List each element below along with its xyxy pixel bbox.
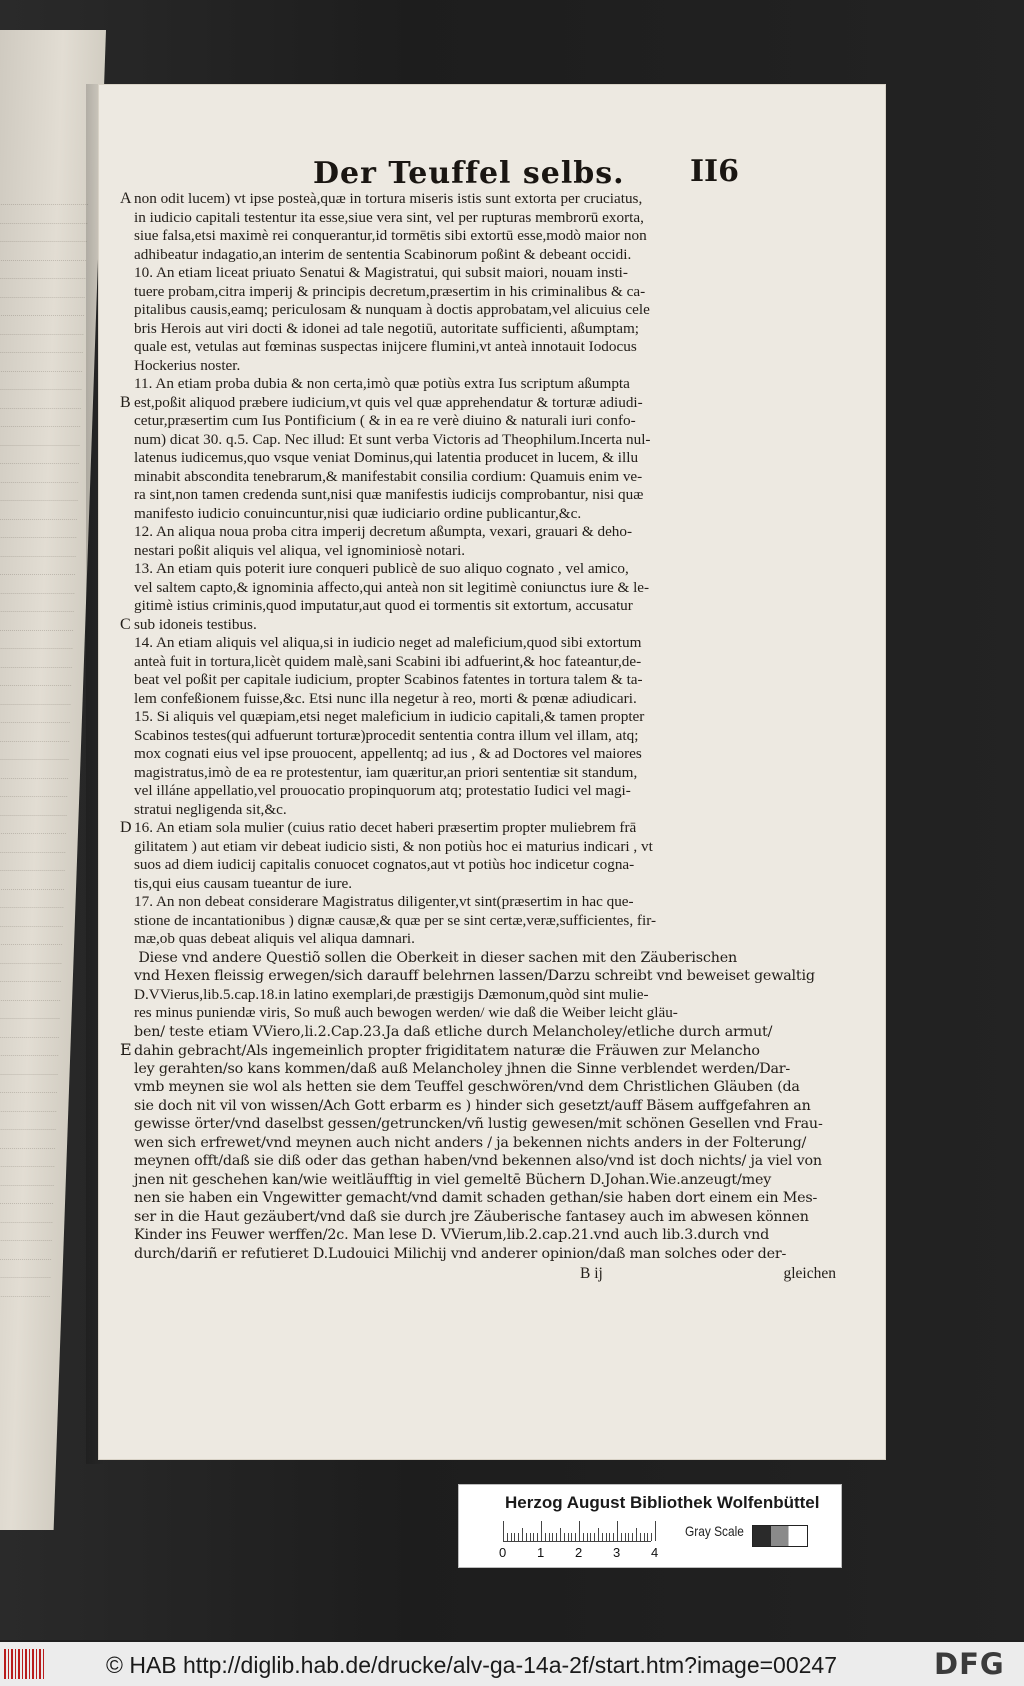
ruler-tick (602, 1533, 603, 1541)
bleed-through-line (0, 782, 68, 797)
text-line (120, 320, 836, 339)
line-text: sie doch nit vil von wissen/Ach Gott erbarm es ) hinder sich gesetzt/auff Bäsem auffgefahren an (134, 1097, 811, 1114)
bleed-through-line (0, 1263, 51, 1278)
bleed-through-line (0, 579, 75, 594)
catchword: gleichen (783, 1265, 836, 1282)
bleed-through-line (0, 930, 63, 945)
bleed-through-line (0, 560, 75, 575)
line-text: sub idoneis testibus. (134, 615, 257, 633)
bleed-through-line (0, 227, 87, 242)
line-text: res minus puniendæ viris, So muß auch bewogen werden/ wie daß die Weiber leicht gläu- (134, 1004, 678, 1021)
signature-mark: B ij (580, 1265, 603, 1282)
ruler-tick (541, 1521, 542, 1541)
line-text: Diese vnd andere Questiõ sollen die Oberkeit in dieser sachen mit den Zäuberischen (134, 949, 737, 966)
text-line (120, 1004, 836, 1023)
text-line (120, 912, 836, 931)
line-text: 16. An etiam sola mulier (cuius ratio decet haberi præsertim propter muliebrem frā (134, 819, 637, 836)
bleed-through-line (0, 394, 81, 409)
ruler-tick (644, 1533, 645, 1541)
ruler-tick (556, 1533, 557, 1541)
line-text: siue falsa,etsi maximè rei conquerantur,id tormētis sibi extortū esse,modò maior non (134, 227, 647, 244)
text-line (120, 486, 836, 505)
text-line (120, 856, 836, 875)
ruler-tick (518, 1533, 519, 1541)
library-name: Herzog August Bibliothek Wolfenbüttel (505, 1493, 820, 1512)
line-text: magistratus,imò de ea re protestentur, iam quæritur,an priori sententiæ sit standum, (134, 763, 638, 781)
ruler-tick (625, 1533, 626, 1541)
bleed-through-line (0, 856, 65, 871)
line-text: tuere probam,citra imperij & principis decretum,præsertim in his criminalibus & ca- (134, 282, 646, 300)
line-text: 12. An aliqua noua proba citra imperij decretum aßumpta, vexari, grauari & deho- (134, 523, 633, 540)
color-scale-strip (458, 1484, 842, 1568)
text-line (120, 875, 836, 894)
text-line (120, 1152, 836, 1171)
bleed-through-line (0, 893, 64, 908)
bleed-through-line (0, 597, 74, 612)
bleed-through-line (0, 338, 83, 353)
line-text: 10. An etiam liceat priuato Senatui & Magistratui, qui subsit maiori, nouam insti- (134, 264, 628, 281)
bleed-through-line (0, 801, 67, 816)
ruler-tick (503, 1521, 504, 1541)
ruler-tick (636, 1528, 637, 1541)
line-text: stratui negligenda sit,&c. (134, 800, 287, 818)
text-line (120, 727, 836, 746)
bleed-through-line (0, 320, 84, 335)
bleed-through-line (0, 1189, 54, 1204)
bleed-through-line (0, 967, 61, 982)
ruler-tick (568, 1533, 569, 1541)
margin-letter: B (120, 393, 131, 411)
ruler-tick (594, 1533, 595, 1541)
line-text: manifesto iudicio conuincuntur,nisi quæ iudiciario ordine publicantur,&c. (134, 504, 582, 522)
text-line (120, 301, 836, 320)
signature-row (120, 1265, 836, 1291)
margin-letter: A (120, 190, 132, 207)
bleed-through-line (0, 1078, 57, 1093)
line-text: 15. Si aliquis vel quæpiam,etsi neget maleficium in iudicio capitali,& tamen propter (134, 708, 645, 725)
line-text: dahin gebracht/Als ingemeinlich propter frigiditatem naturæ die Fräuwen zur Melancho (134, 1043, 760, 1059)
ruler-tick (552, 1533, 553, 1541)
line-text: bris Herois aut viri docti & idonei ad tale negotiū, autoritate sufficienti, aßumptam; (134, 319, 639, 337)
text-line (120, 1171, 836, 1190)
text-line (120, 1134, 836, 1153)
bleed-through-line (0, 190, 88, 205)
ruler-tick (583, 1533, 584, 1541)
text-line (120, 671, 836, 690)
ruler-number: 0 (499, 1545, 507, 1560)
text-line (120, 338, 836, 357)
bleed-through-line (0, 209, 88, 224)
bleed-through-line (0, 1282, 50, 1297)
text-line (120, 523, 836, 542)
text-line (120, 1226, 836, 1245)
text-line (120, 986, 836, 1005)
line-text: tis,qui eius causam tueantur de iure. (134, 874, 353, 892)
bleed-through-line (0, 246, 86, 261)
bleed-through-line (0, 486, 78, 501)
ruler-tick (613, 1533, 614, 1541)
ruler-tick (617, 1521, 618, 1541)
scanned-page (98, 84, 886, 1460)
bleed-through-line (0, 542, 76, 557)
bleed-through-line (0, 653, 72, 668)
text-line (120, 1208, 836, 1227)
text-line (120, 1245, 836, 1264)
text-line (120, 1097, 836, 1116)
text-line (120, 505, 836, 524)
ruler-tick (571, 1533, 572, 1541)
bleed-through-line (0, 1152, 55, 1167)
text-line (120, 764, 836, 783)
barcode-icon (4, 1649, 44, 1679)
text-line (120, 431, 836, 450)
line-text: ben/ teste etiam VViero,li.2.Cap.23.Ja daß etliche durch Melancholey/etliche durch armut/ (134, 1023, 773, 1040)
text-line (120, 708, 836, 727)
text-line (120, 653, 836, 672)
line-text: Kinder ins Feuwer werffen/2c. Man lese D. VVierum,lib.2.cap.21.vnd auch lib.3.durch vnd (134, 1227, 770, 1243)
bleed-through-line (0, 1208, 53, 1223)
text-line (120, 264, 836, 283)
page-body-text (120, 190, 836, 1291)
line-text: anteà fuit in tortura,licèt quidem malè,sani Scabini ibi adfuerint,& hoc fateantur,de- (134, 652, 642, 670)
text-line (120, 967, 836, 986)
line-text: vnd Hexen fleissig erwegen/sich darauff belehrnen lassen/Darzu schreibt vnd beweiset gewaltig (134, 968, 815, 984)
text-line (120, 283, 836, 302)
ruler-number: 2 (575, 1545, 583, 1560)
ruler-number: 1 (537, 1545, 545, 1560)
line-text: in iudicio capitali testentur ita esse,siue vera sint, vel per rupturas membrorū exorta, (134, 208, 644, 226)
line-text: num) dicat 30. q.5. Cap. Nec illud: Et sunt verba Victoris ad Theophilum.Incerta nul- (134, 430, 651, 448)
ruler-tick (632, 1533, 633, 1541)
text-line (120, 375, 836, 394)
bleed-through-line (0, 468, 79, 483)
line-text: vel saltem capto,& ignominia affecto,qui anteà non sit legitimè coniunctus iure & le- (134, 578, 650, 596)
text-line (120, 930, 836, 949)
bleed-through-line (0, 671, 72, 686)
text-line (120, 597, 836, 616)
bleed-through-line (0, 283, 85, 298)
folio-number: II6 (690, 154, 739, 189)
bleed-through-line (0, 986, 61, 1001)
text-line (120, 209, 836, 228)
centimeter-ruler (503, 1521, 651, 1542)
running-head: Der Teuffel selbs. (313, 156, 625, 191)
bleed-through-line (0, 616, 74, 631)
ruler-tick (537, 1533, 538, 1541)
footer-bar (0, 1642, 1024, 1686)
text-line (120, 394, 836, 413)
text-line (120, 357, 836, 376)
line-text: gitimè istius criminis,quod imputatur,aut quod ei tormentis sit extortum, accusatur (134, 597, 633, 614)
line-text: adhibeatur indagatio,an interim de sententia Scabinorum poßint & debeant occidi. (134, 245, 632, 263)
bleed-through-line (0, 505, 77, 520)
ruler-tick (511, 1533, 512, 1541)
ruler-tick (640, 1533, 641, 1541)
ruler-tick (621, 1533, 622, 1541)
line-text: 13. An etiam quis poterit iure conqueri publicè de suo aliquo cognato , vel amico, (134, 560, 629, 577)
line-text: non odit lucem) vt ipse posteà,quæ in tortura miseris istis sunt extorta per cruciatus, (134, 190, 643, 207)
bleed-through-line (0, 708, 70, 723)
line-text: Hockerius noster. (134, 356, 241, 374)
bleed-through-line (0, 357, 83, 372)
ruler-tick (545, 1533, 546, 1541)
line-text: mæ,ob quas debeat aliquis vel aliqua damnari. (134, 930, 415, 947)
bleed-through-line (0, 1023, 59, 1038)
line-text: cetur,præsertim cum Ius Pontificium ( & in ea re verè diuino & naturali iuri confo- (134, 412, 636, 429)
text-line (120, 542, 836, 561)
ruler-tick (651, 1533, 652, 1541)
line-text: ley gerahten/so kans kommen/daß auß Melancholey jhnen die Sinne verblendet werden/Dar- (134, 1060, 791, 1077)
ruler-tick (579, 1521, 580, 1541)
bleed-through-line (0, 819, 66, 834)
line-text: gilitatem ) aut etiam vir debeat iudicio sisti, & non potiùs hoc ei maturius indicari , vt (134, 837, 653, 855)
bleed-through-line (0, 523, 77, 538)
line-text: D.VVierus,lib.5.cap.18.in latino exemplari,de præstigijs Dæmonum,quòd sint mulie- (134, 985, 649, 1003)
line-text: 11. An etiam proba dubia & non certa,imò quæ potiùs extra Ius scriptum aßumpta (134, 375, 630, 392)
margin-letter: E (120, 1041, 132, 1059)
bleed-through-line (0, 690, 71, 705)
ruler-tick (526, 1533, 527, 1541)
line-text: quale est, vetulas aut fœminas suspectas inijcere flumini,vt anteà innotauit Iodocus (134, 338, 637, 355)
bleed-through-line (0, 264, 86, 279)
bleed-through-line (0, 1004, 60, 1019)
line-text: 14. An etiam aliquis vel aliqua,si in iudicio neget ad maleficium,quod sibi extortum (134, 634, 642, 651)
bleed-through-line (0, 838, 66, 853)
text-line (120, 449, 836, 468)
ruler-tick (575, 1533, 576, 1541)
line-text: stione de incantationibus ) dignæ causæ,& quæ per se sint certæ,veræ,sufficientes, fir- (134, 911, 657, 929)
gray-scale-swatch (752, 1525, 808, 1547)
bleed-through-line (0, 412, 81, 427)
text-line (120, 1041, 836, 1060)
line-text: nen sie haben ein Vngewitter gemacht/vnd damit schaden gethan/sie haben dort einem ein Mes- (134, 1190, 818, 1206)
ruler-tick (514, 1533, 515, 1541)
bleed-through-line (0, 745, 69, 760)
text-line (120, 468, 836, 487)
bleed-through-line (0, 634, 73, 649)
text-line (120, 616, 836, 635)
line-text: ser in die Haut gezäubert/vnd daß sie durch jre Zäuberische fantasey auch im abwesen können (134, 1208, 809, 1225)
line-text: nestari poßit aliquis vel aliqua, vel ignominiosè notari. (134, 541, 466, 559)
line-text: latenus iudicemus,quo vsque veniat Dominus,qui latentia producet in lucem, & illu (134, 449, 639, 466)
line-text: beat vel poßit per capitale iudicium, propter Scabinos fatentes in tortura talem & ta- (134, 671, 643, 688)
bleed-through-line (0, 449, 79, 464)
bleed-through-line (0, 1171, 54, 1186)
ruler-numbers (499, 1545, 669, 1561)
ruler-tick (533, 1533, 534, 1541)
line-text: ra sint,non tamen credenda sunt,nisi quæ manifestis iudicijs comprobantur, nisi quæ (134, 486, 644, 503)
text-line (120, 412, 836, 431)
bleed-through-line (0, 912, 63, 927)
bleed-through-line (0, 1134, 55, 1149)
text-line (120, 782, 836, 801)
text-line (120, 1115, 836, 1134)
bleed-through-line (0, 1060, 58, 1075)
ruler-tick (606, 1533, 607, 1541)
ruler-number: 4 (651, 1545, 659, 1560)
bleed-through-line (0, 301, 85, 316)
text-line (120, 1060, 836, 1079)
line-text: est,poßit aliquod præbere iudicium,vt quis vel quæ apprehendatur & torturæ adiudi- (134, 393, 643, 411)
text-line (120, 690, 836, 709)
bleed-through-line (0, 375, 82, 390)
bleed-through-line (0, 949, 62, 964)
text-line (120, 893, 836, 912)
line-text: suos ad diem iudicij capitalis conuocet cognatos,aut vt potiùs hoc indicetur cogna- (134, 856, 635, 873)
text-line (120, 838, 836, 857)
margin-letter: C (120, 615, 131, 633)
bleed-through-line (0, 1245, 52, 1260)
bleed-through-line (0, 875, 65, 890)
text-line (120, 819, 836, 838)
ruler-tick (628, 1533, 629, 1541)
ruler-number: 3 (613, 1545, 621, 1560)
text-line (120, 579, 836, 598)
line-text: vel illáne appellatio,vel prouocatio propinquorum atq; protestatio Iudici vel magi- (134, 782, 631, 799)
gray-scale-label: Gray Scale (685, 1523, 744, 1539)
text-line (120, 1189, 836, 1208)
line-text: lem confeßionem fuisse,&c. Etsi nunc illa negetur à reo, morti & pœnæ adiudicari. (134, 689, 637, 707)
ruler-tick (590, 1533, 591, 1541)
line-text: durch/dariñ er refutieret D.Ludouici Milichij vnd anderer opinion/daß man solches oder der- (134, 1245, 787, 1262)
text-line (120, 560, 836, 579)
text-line (120, 190, 836, 209)
ruler-tick (647, 1533, 648, 1541)
ruler-tick (530, 1533, 531, 1541)
text-line (120, 949, 836, 968)
ruler-tick (507, 1533, 508, 1541)
ruler-tick (549, 1533, 550, 1541)
text-line (120, 634, 836, 653)
margin-letter: D (120, 819, 132, 836)
line-text: Scabinos testes(qui adfuerunt torturæ)procedit sententia contra illum vel illam, atq; (134, 726, 639, 744)
ruler-tick (564, 1533, 565, 1541)
line-text: vmb meynen sie wol als hetten sie dem Teuffel geschwören/vnd dem Christlichen Gläuben (da (134, 1079, 800, 1095)
bleed-through-line (0, 431, 80, 446)
text-line (120, 745, 836, 764)
text-line (120, 246, 836, 265)
line-text: meynen offt/daß sie diß oder das gethan haben/vnd bekennen also/vnd ist doch nichts/ ja viel von (134, 1153, 822, 1169)
text-line (120, 227, 836, 246)
bleed-through-line (0, 1041, 59, 1056)
bleed-through-line (0, 1097, 57, 1112)
line-text: jnen nit geschehen kan/wie weitläufftig in viel gemeltē Büchern D.Johan.Wie.anzeugt/mey (134, 1171, 772, 1188)
text-line (120, 801, 836, 820)
line-text: mox cognati eius vel ipse prouocent, appellentq; ad ius , & ad Doctores vel maiores (134, 745, 642, 762)
ruler-tick (609, 1533, 610, 1541)
ruler-tick (598, 1528, 599, 1541)
line-text: gewisse örter/vnd daselbst gessen/getruncken/vñ lustig gewesen/mit schönen Gesellen vnd Frau- (134, 1116, 823, 1132)
line-text: wen sich erfrewet/vnd meynen auch nicht anders / ja bekennen nichts anders in der Folterung/ (134, 1134, 807, 1151)
ruler-tick (587, 1533, 588, 1541)
bleed-through-line (0, 1226, 52, 1241)
text-line (120, 1078, 836, 1097)
line-text: 17. An non debeat considerare Magistratus diligenter,vt sint(præsertim in hac que- (134, 893, 634, 910)
line-text: pitalibus causis,eamq; periculosam & nunquam à doctis approbatam,vel alicuius cele (134, 301, 650, 318)
footer-copyright-link[interactable]: © HAB http://diglib.hab.de/drucke/alv-ga-14a-2f/start.htm?image=00247 (106, 1652, 838, 1678)
bleed-through-line (0, 1115, 56, 1130)
ruler-tick (655, 1521, 656, 1541)
bleed-through-line (0, 727, 70, 742)
ruler-tick (522, 1528, 523, 1541)
text-line (120, 1023, 836, 1042)
line-text: minabit abscondita tenebrarum,& manifestabit consilia cordium: Quamuis enim ve- (134, 467, 643, 485)
bleed-through-line (0, 764, 68, 779)
dfg-logo: DFG (934, 1647, 1005, 1681)
ruler-tick (560, 1528, 561, 1541)
